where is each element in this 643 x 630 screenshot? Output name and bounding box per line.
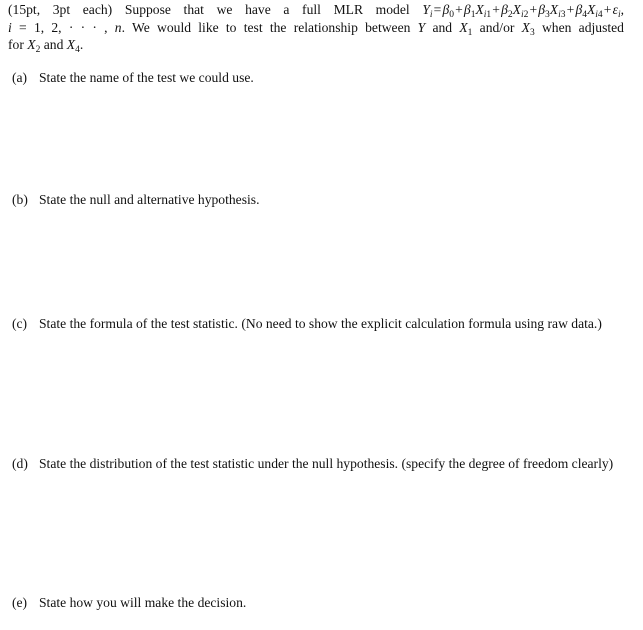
question-label: (a) [12,70,28,85]
question-label: (c) [12,316,28,331]
question-text: State the formula of the test statistic. (No need to show the explicit calculation formula using raw data.) [39,316,602,331]
problem-line-1 [8,1,624,19]
question-e [12,594,622,612]
question-label: (d) [12,456,28,471]
question-label: (e) [12,595,28,610]
question-d [12,455,622,473]
and-or-text: and/or [479,19,515,35]
points-label: (15pt, 3pt each) [8,2,113,17]
question-text: State how you will make the decision. [39,595,247,610]
when-adjusted-text: when adjusted [541,19,624,35]
question-text: State the name of the test we could use. [39,70,254,85]
question-text: State the null and alternative hypothesis. [39,192,260,207]
model-equation: $Y_i$ = $\beta_0$ + $\beta_1X_{i1}$ + $\beta_2X_{i2}$ + $\beta_3X_{i3}$ + $\beta_4X_{i4}$ + $\varepsilon_i$, [422,2,625,20]
question-text: State the distribution of the test statistic under the null hypothesis. (specify the degree of freedom clearly) [39,456,614,471]
problem-line-3: for $X_2$ and $X_4$. [8,37,84,55]
question-label: (b) [12,192,28,207]
problem-line-2: i = 1, 2, · · · , n. We would like to test the relationship between Y and $X_1$ and/or $X_3$ when adjusted [8,19,624,38]
question-a [12,69,622,87]
problem-text-2: We would like to test the relationship between [132,19,411,35]
question-c [12,315,622,333]
problem-statement [8,1,624,54]
index-range: i = 1, 2, · · · , n. [8,19,125,35]
problem-text-1: Suppose that we have a full MLR model [124,2,410,17]
question-b [12,191,622,209]
for-text: for [8,37,24,52]
and-text: and [43,37,64,52]
